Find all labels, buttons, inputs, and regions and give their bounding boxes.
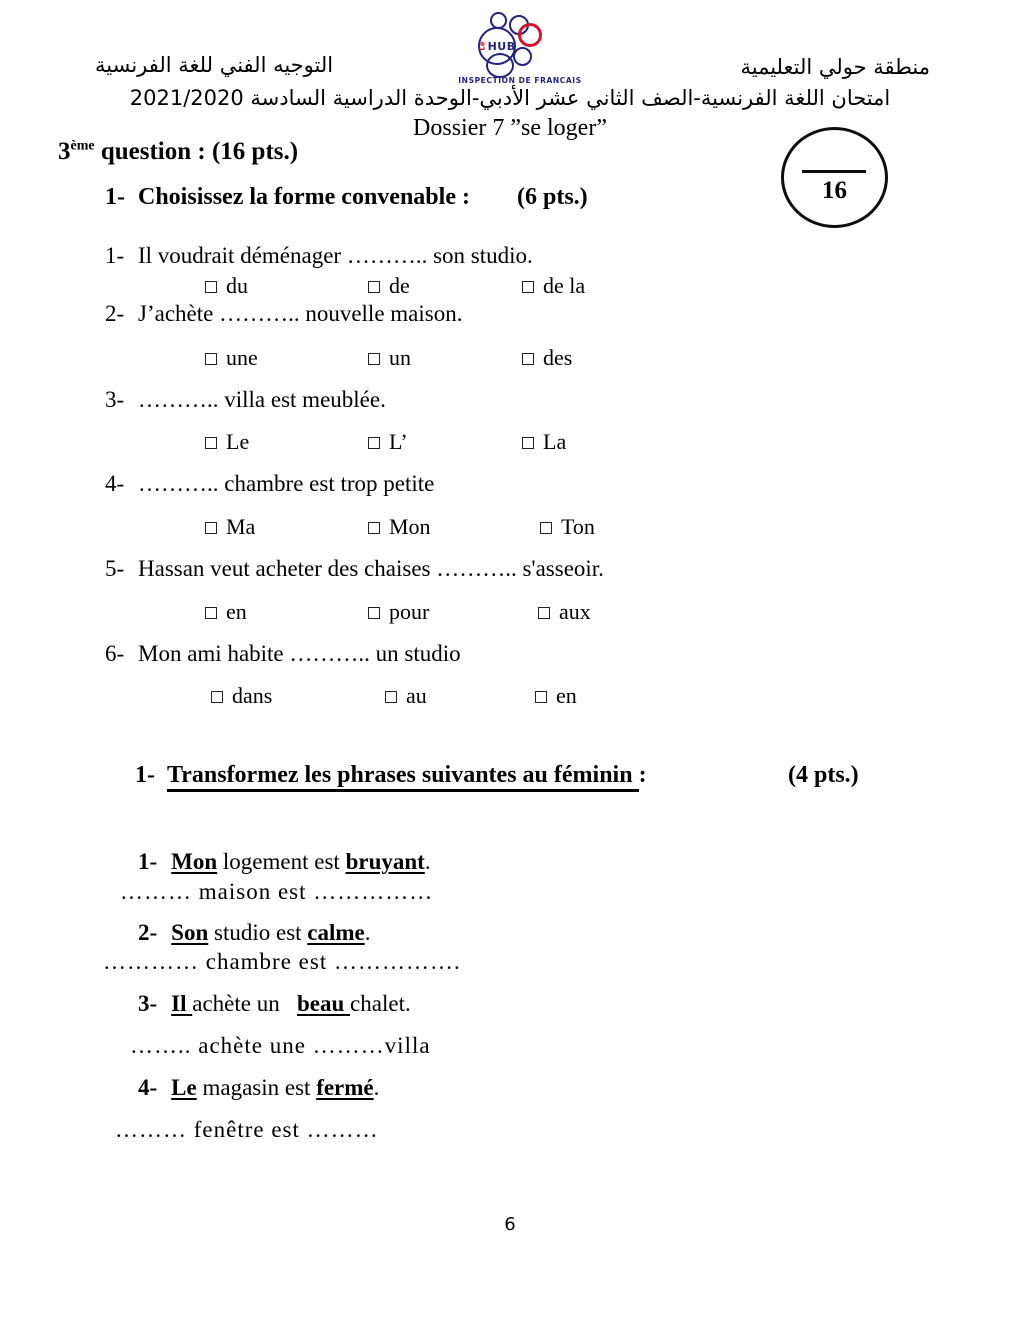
checkbox[interactable] (368, 607, 380, 619)
mcq-options-row (0, 345, 1020, 373)
part1-number: 1- (105, 184, 125, 210)
mcq-question (105, 641, 461, 667)
part2-number: 1- (135, 762, 155, 788)
mcq-question (105, 387, 386, 413)
option-label: au (406, 683, 427, 708)
option-label: un (389, 345, 411, 370)
question-ordinal-sup: ème (70, 138, 95, 154)
question-header-text: question : (16 pts.) (94, 138, 299, 165)
underlined-word: Mon (171, 849, 218, 874)
option-label: en (226, 599, 247, 624)
checkbox[interactable] (211, 691, 223, 703)
sentence-text: magasin est (196, 1075, 317, 1100)
mcq-options-row (0, 599, 1020, 627)
logo-caption: INSPECTION DE FRANCAIS (458, 76, 582, 85)
mcq-options-row (0, 429, 1020, 457)
header-educational-area-ar: منطقة حولي التعليمية (740, 55, 930, 79)
underlined-word: Il (171, 991, 193, 1016)
option-label: dans (232, 683, 273, 708)
mcq-option[interactable] (205, 273, 248, 299)
mcq-option[interactable] (368, 514, 431, 540)
score-total: 16 (822, 177, 847, 204)
inspection-logo (452, 5, 588, 91)
option-label: des (543, 345, 573, 370)
mcq-number: 4- (105, 471, 125, 496)
mcq-question (105, 243, 533, 269)
part1-heading (105, 184, 470, 211)
mcq-text: ……….. villa est meublée. (138, 387, 386, 412)
part1-points: (6 pts.) (517, 184, 588, 210)
underlined-word: beau (297, 991, 351, 1016)
checkbox[interactable] (205, 522, 217, 534)
checkbox[interactable] (522, 437, 534, 449)
mcq-option[interactable] (368, 599, 429, 625)
checkbox[interactable] (535, 691, 547, 703)
underlined-word: calme (307, 920, 365, 945)
checkbox[interactable] (368, 437, 380, 449)
mcq-option[interactable] (522, 429, 566, 455)
option-label: en (556, 683, 577, 708)
checkbox[interactable] (522, 281, 534, 293)
sentence-text: chalet. (350, 991, 411, 1016)
score-blank-line (802, 170, 866, 173)
mcq-option[interactable] (522, 273, 585, 299)
mcq-options-row (0, 683, 1020, 711)
mcq-text: ……….. chambre est trop petite (138, 471, 435, 496)
sentence-text: studio est (208, 920, 308, 945)
checkbox[interactable] (368, 522, 380, 534)
mcq-options-row (0, 273, 1020, 301)
option-label: de la (543, 273, 586, 298)
mcq-number: 1- (105, 243, 125, 268)
mcq-option[interactable] (522, 345, 572, 371)
option-label: une (226, 345, 258, 370)
checkbox[interactable] (205, 281, 217, 293)
mcq-question (105, 471, 434, 497)
mcq-option[interactable] (205, 345, 258, 371)
checkbox[interactable] (385, 691, 397, 703)
part2-title: Transformez les phrases suivantes au féminin (167, 762, 639, 792)
sentence-text: . (424, 849, 431, 874)
sentence-text: . (373, 1075, 380, 1100)
mcq-number: 6- (105, 641, 125, 666)
option-label: aux (559, 599, 591, 624)
question-number: 3 (58, 138, 71, 165)
underlined-word: Son (171, 920, 209, 945)
mcq-text: Hassan veut acheter des chaises ……….. s'asseoir. (138, 556, 604, 581)
mcq-text: Il voudrait déménager ……….. son studio. (138, 243, 533, 268)
option-label: du (226, 273, 248, 298)
sentence-text: logement est (217, 849, 346, 874)
answer-line: ……… maison est …………… (120, 879, 434, 904)
item-number: 4- (138, 1075, 158, 1100)
mcq-question (105, 556, 604, 582)
part2-heading (135, 762, 647, 789)
mcq-option[interactable] (368, 273, 410, 299)
item-number: 3- (138, 991, 158, 1016)
mcq-option[interactable] (205, 514, 255, 540)
underlined-word: bruyant (345, 849, 425, 874)
page-number: 6 (504, 1214, 516, 1235)
item-number: 2- (138, 920, 158, 945)
underlined-word: Le (171, 1075, 197, 1100)
checkbox[interactable] (368, 281, 380, 293)
answer-line: ……… fenêtre est ……… (115, 1117, 379, 1142)
part2-points: (4 pts.) (788, 762, 859, 788)
mcq-option[interactable] (385, 683, 427, 709)
sentence-text: achète un (192, 991, 297, 1016)
option-label: L’ (389, 429, 408, 454)
part1-title: Choisissez la forme convenable : (138, 184, 470, 210)
part2-colon: : (638, 762, 647, 788)
checkbox[interactable] (205, 353, 217, 365)
mcq-option[interactable] (368, 345, 411, 371)
mcq-option[interactable] (211, 683, 272, 709)
mcq-text: Mon ami habite ……….. un studio (138, 641, 461, 666)
option-label: Ma (226, 514, 256, 539)
answer-line: …….. achète une ………villa (130, 1033, 431, 1058)
score-circle (781, 127, 888, 228)
answer-line: ………… chambre est ……………. (103, 949, 461, 974)
mcq-option[interactable] (205, 599, 247, 625)
exam-title-ar: امتحان اللغة الفرنسية-الصف الثاني عشر الأدبي-الوحدة الدراسية السادسة 2021/2020 (129, 86, 891, 110)
checkbox[interactable] (368, 353, 380, 365)
option-label: pour (389, 599, 430, 624)
question-header (58, 138, 298, 166)
option-label: Le (226, 429, 250, 454)
mcq-number: 3- (105, 387, 125, 412)
mcq-options-row (0, 514, 1020, 542)
checkbox[interactable] (522, 353, 534, 365)
mcq-number: 5- (105, 556, 125, 581)
checkbox[interactable] (205, 437, 217, 449)
transform-sentence (138, 849, 431, 875)
logo-circle-icon (513, 47, 532, 66)
option-label: Mon (389, 514, 431, 539)
underlined-word: fermé (316, 1075, 374, 1100)
dossier-title: Dossier 7 ”se loger” (413, 115, 607, 141)
logo-red-circle-icon (518, 23, 542, 47)
logo-circle-icon (486, 53, 514, 78)
checkbox[interactable] (538, 607, 550, 619)
transform-sentence (138, 991, 411, 1017)
option-label: La (543, 429, 567, 454)
sentence-text: . (364, 920, 371, 945)
option-label: Ton (561, 514, 595, 539)
mcq-option[interactable] (535, 683, 577, 709)
mcq-question (105, 301, 462, 327)
logo-hub-text: HUB (487, 39, 516, 53)
option-label: de (389, 273, 410, 298)
mcq-option[interactable] (368, 429, 408, 455)
item-number: 1- (138, 849, 158, 874)
mcq-option[interactable] (205, 429, 249, 455)
header-french-guidance-ar: التوجيه الفني للغة الفرنسية (95, 53, 334, 77)
transform-sentence (138, 920, 371, 946)
checkbox[interactable] (540, 522, 552, 534)
mcq-number: 2- (105, 301, 125, 326)
logo-le-text: Le (478, 41, 487, 51)
transform-sentence (138, 1075, 379, 1101)
mcq-option[interactable] (540, 514, 595, 540)
checkbox[interactable] (205, 607, 217, 619)
mcq-text: J’achète ……….. nouvelle maison. (138, 301, 463, 326)
mcq-option[interactable] (538, 599, 591, 625)
